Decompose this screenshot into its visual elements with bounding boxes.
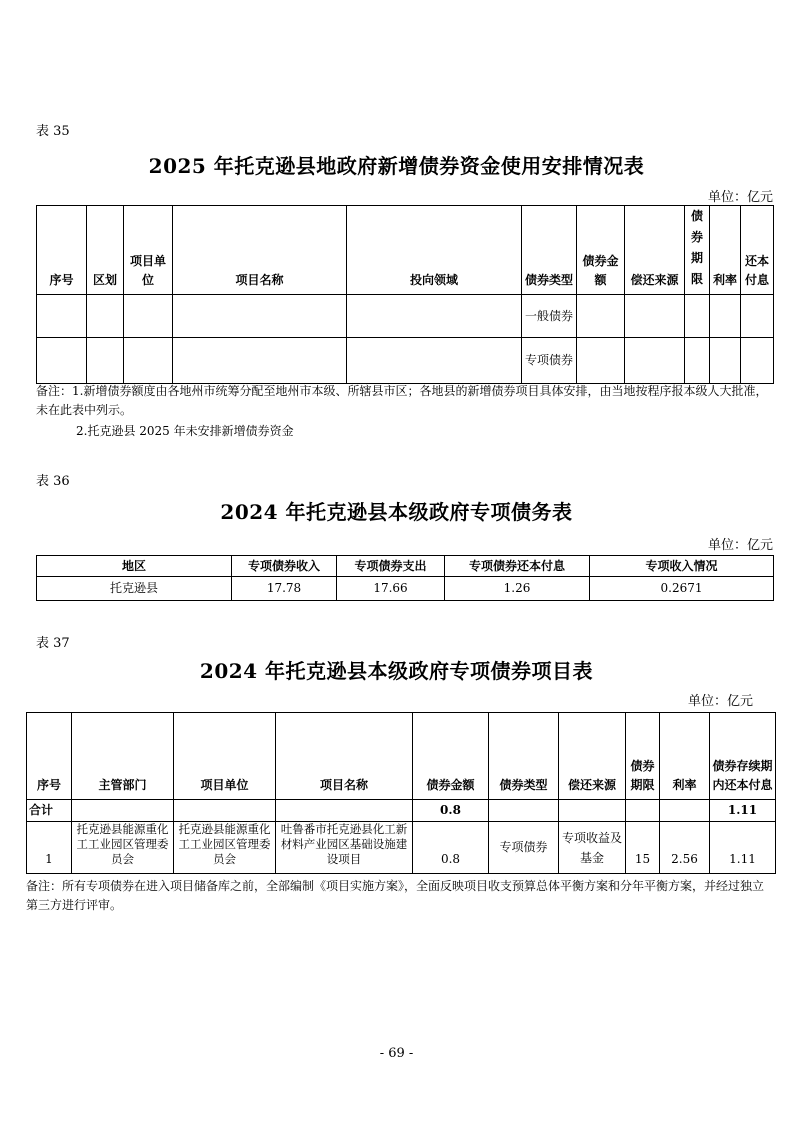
table-cell [559,800,626,822]
table-cell: 吐鲁番市托克逊县化工新材料产业园区基础设施建设项目 [276,822,413,874]
table-cell [577,338,625,384]
table-cell [174,800,276,822]
table-cell: 1 [27,822,72,874]
column-header: 专项债券还本付息 [445,556,590,577]
table-cell [87,295,124,338]
table-row [37,338,774,384]
table-cell [710,295,741,338]
column-header: 偿还来源 [559,713,626,800]
table-cell: 0.8 [413,822,489,874]
table-cell: 1.11 [710,822,776,874]
column-header: 地区 [37,556,232,577]
column-header: 主管部门 [72,713,174,800]
table-cell [489,800,559,822]
column-header: 专项债券支出 [337,556,445,577]
table-cell [625,338,685,384]
table-35-note-1: 备注：1.新增债券额度由各地州市统筹分配至地州市本级、所辖县市区；各地县的新增债券项目具体安排，由当地按程序报本级人大批准，未在此表中列示。 [36,384,768,417]
table-cell: 2.56 [660,822,710,874]
column-header: 序号 [37,206,87,295]
table-35-header-row [37,206,774,295]
table-cell [626,800,660,822]
table-cell: 0.2671 [590,577,774,601]
table-35-title: 2025 年托克逊县地政府新增债券资金使用安排情况表 [148,154,645,178]
column-header: 专项债券收入 [232,556,337,577]
table-37-label: 表 37 [36,636,70,651]
table-cell [87,338,124,384]
table-cell [577,295,625,338]
table-36-unit: 单位：亿元 [707,538,773,553]
table-cell: 专项债券 [489,822,559,874]
column-header: 项目名称 [173,206,347,295]
table-cell: 一般债券 [522,295,577,338]
table-row [37,577,774,601]
table-cell [173,295,347,338]
table-total-row [27,800,776,822]
table-36-title: 2024 年托克逊县本级政府专项债务表 [220,500,573,524]
column-header: 还本付息 [741,206,774,295]
column-header: 债券金额 [413,713,489,800]
table-cell [685,338,710,384]
table-36-label: 表 36 [36,474,70,489]
table-cell [173,338,347,384]
table-cell: 托克逊县 [37,577,232,601]
table-cell: 17.66 [337,577,445,601]
table-cell [347,338,522,384]
table-cell: 0.8 [413,800,489,822]
table-37-title: 2024 年托克逊县本级政府专项债券项目表 [199,659,594,683]
table-cell [625,295,685,338]
page-number: - 69 - [379,1046,414,1061]
table-cell: 17.78 [232,577,337,601]
column-header: 投向领域 [347,206,522,295]
table-cell [685,295,710,338]
table-cell: 专项收益及基金 [559,822,626,874]
column-header: 项目单位 [174,713,276,800]
column-header: 项目名称 [276,713,413,800]
table-cell: 1.11 [710,800,776,822]
table-cell [660,800,710,822]
table-cell: 托克逊县能源重化工工业园区管理委员会 [174,822,276,874]
column-header: 专项收入情况 [590,556,774,577]
table-cell [276,800,413,822]
table-35 [36,205,774,384]
table-37-unit: 单位：亿元 [687,694,753,709]
table-cell: 15 [626,822,660,874]
table-cell: 合计 [27,800,72,822]
table-cell [347,295,522,338]
table-35-note-2: 2.托克逊县 2025 年未安排新增债券资金 [76,424,294,438]
table-cell [72,800,174,822]
table-cell [124,338,173,384]
column-header: 债券金额 [577,206,625,295]
table-36-header-row [37,556,774,577]
column-header: 序号 [27,713,72,800]
column-header: 利率 [660,713,710,800]
table-37 [26,712,776,874]
table-cell [124,295,173,338]
column-header: 债券存续期内还本付息 [710,713,776,800]
table-35-label: 表 35 [36,124,70,139]
column-header: 项目单位 [124,206,173,295]
column-header: 债券期限 [685,206,710,295]
table-row [27,822,776,874]
column-header: 债券期限 [626,713,660,800]
table-cell [710,338,741,384]
table-37-header-row [27,713,776,800]
table-cell [741,338,774,384]
table-cell: 托克逊县能源重化工工业园区管理委员会 [72,822,174,874]
table-cell [741,295,774,338]
table-cell: 1.26 [445,577,590,601]
column-header: 偿还来源 [625,206,685,295]
column-header: 债券类型 [522,206,577,295]
table-cell [37,338,87,384]
table-cell: 专项债券 [522,338,577,384]
table-35-unit: 单位：亿元 [707,190,773,205]
column-header: 债券类型 [489,713,559,800]
column-header: 区划 [87,206,124,295]
table-cell [37,295,87,338]
table-37-note: 备注：所有专项债券在进入项目储备库之前，全部编制《项目实施方案》，全面反映项目收支预算总体平衡方案和分年平衡方案，并经过独立第三方进行评审。 [26,879,765,912]
table-36 [36,555,774,601]
column-header: 利率 [710,206,741,295]
table-row [37,295,774,338]
